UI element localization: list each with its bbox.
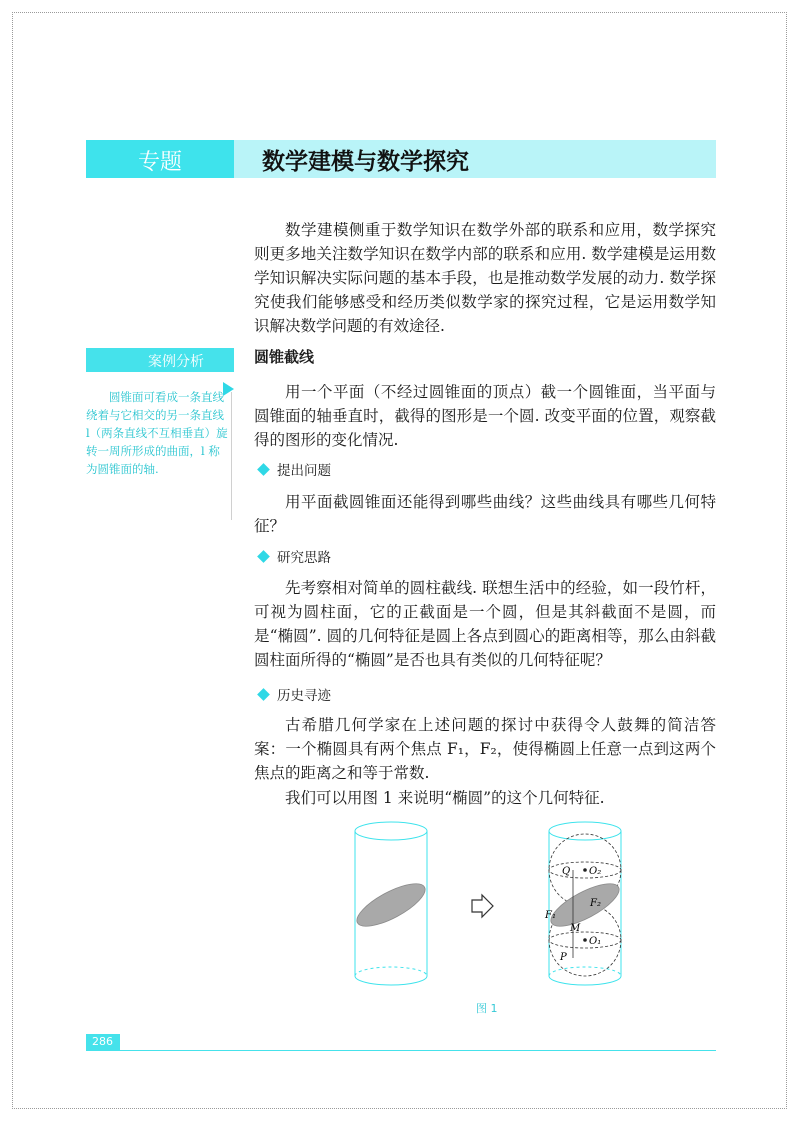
subsection-body-history: 古希腊几何学家在上述问题的探讨中获得令人鼓舞的简洁答案：一个椭圆具有两个焦点 F₁，F₂，使得椭圆上任意一点到这两个焦点的距离之和等于常数. [254, 716, 716, 782]
label-o1: O₁ [589, 936, 602, 947]
section-body: 用一个平面（不经过圆锥面的顶点）截一个圆锥面，当平面与圆锥面的轴垂直时，截得的图形是一个圆. 改变平面的位置，观察截得的图形的变化情况. [254, 383, 716, 449]
intro-paragraph: 数学建模侧重于数学知识在数学外部的联系和应用，数学探究则更多地关注数学知识在数学内部的联系和应用. 数学建模是运用数学知识解决实际问题的基本手段，也是推动数学发展的动力. 数学探究使我们能够感受和经历类似数学家的探究过程，它是运用数学知识解决数学问题的有效途径. [254, 221, 716, 335]
subsection-title-problem: 提出问题 [254, 459, 331, 479]
right-arrow-icon [470, 893, 496, 919]
diamond-bullet-icon [257, 688, 270, 701]
sidebar-label-text: 案例分析 [148, 354, 204, 370]
cylinder-figure-left [340, 818, 440, 990]
section-heading: 圆锥截线 [254, 348, 315, 366]
label-p: P [560, 952, 567, 963]
title-tag-text: 专题 [138, 150, 183, 175]
subsection-body-problem: 用平面截圆锥面还能得到哪些曲线？这些曲线具有哪些几何特征？ [254, 493, 716, 535]
sidebar-label [86, 348, 234, 372]
subsection-title-history: 历史寻迹 [254, 684, 331, 704]
diamond-bullet-icon [257, 550, 270, 563]
cylinder-figure-right [530, 818, 640, 990]
subsection-title-approach: 研究思路 [254, 546, 331, 566]
title-tag [86, 140, 234, 178]
sidebar-divider [231, 392, 232, 520]
page-number: 286 [92, 1035, 113, 1048]
label-f1: F₁ [545, 910, 556, 921]
footer-rule [120, 1050, 716, 1051]
label-m: M [570, 923, 581, 934]
label-q: Q [562, 866, 571, 877]
sidebar-note: 圆锥面可看成一条直线绕着与它相交的另一条直线 l（两条直线不互相垂直）旋转一周所形成的曲面，l 称为圆锥面的轴. [86, 390, 228, 476]
diamond-bullet-icon [257, 463, 270, 476]
label-o2: O₂ [589, 866, 602, 877]
closing-paragraph: 我们可以用图 1 来说明“椭圆”的这个几何特征. [285, 789, 605, 807]
subsection-body-approach: 先考察相对简单的圆柱截线. 联想生活中的经验，如一段竹杆，可视为圆柱面，它的正截面是一个圆，但是其斜截面不是圆，而是“椭圆”. 圆的几何特征是圆上各点到圆心的距离相等，那么由斜截圆柱面所得的“椭圆”是否也具有类似的几何特征呢？ [254, 579, 716, 669]
figure-caption: 图 1 [476, 1002, 498, 1015]
label-f2: F₂ [590, 898, 601, 909]
page-number-badge [86, 1034, 120, 1051]
page-title: 数学建模与数学探究 [262, 149, 469, 175]
